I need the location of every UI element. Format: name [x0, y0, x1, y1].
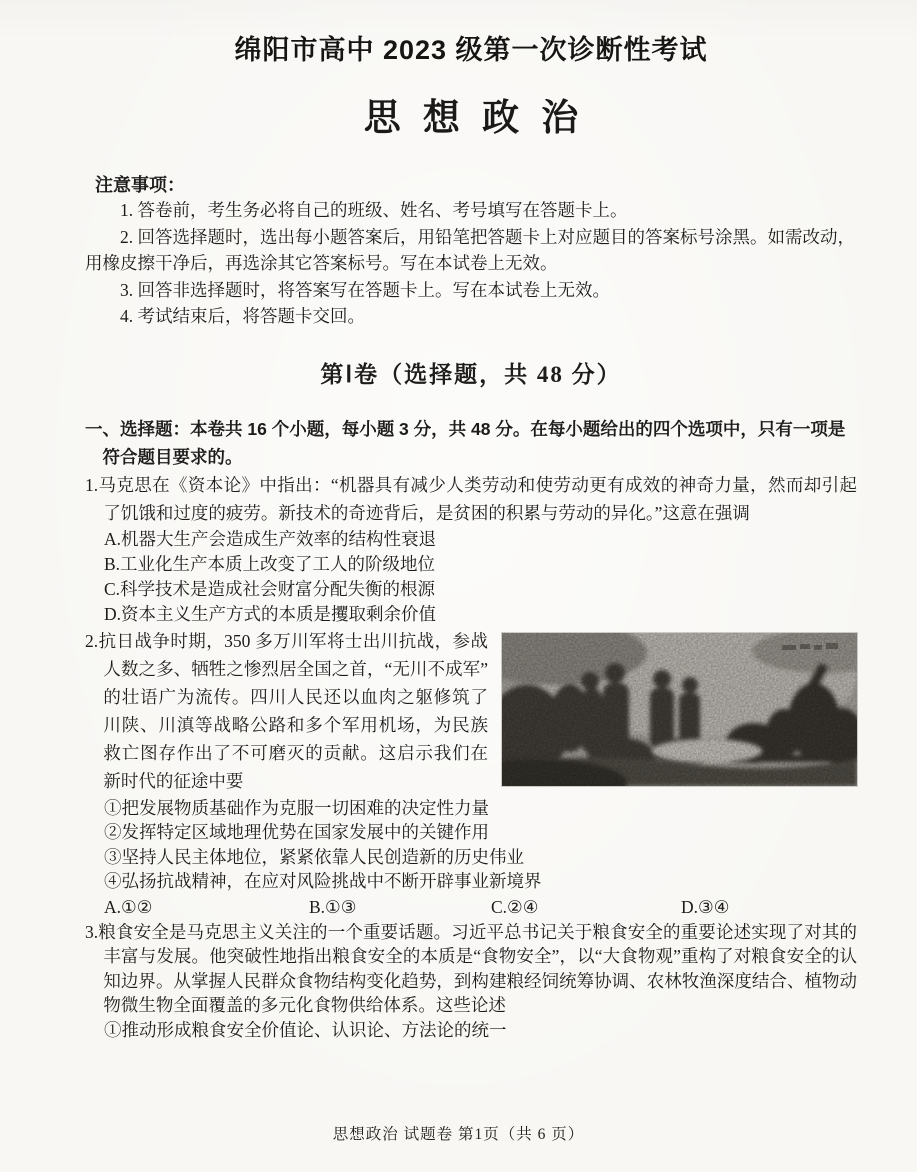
question-2-statements — [85, 796, 857, 894]
statement-2: ②发挥特定区域地理优势在国家发展中的关键作用 — [104, 822, 489, 842]
page-footer: 思想政治 试题卷 第1页（共 6 页） — [332, 1126, 585, 1143]
notice-item-1: 1. 答卷前，考生务必将自己的班级、姓名、考号填写在答题卡上。 — [120, 200, 628, 220]
subject-title: 思想政治 — [363, 98, 601, 139]
question-1-options — [85, 527, 857, 627]
notice-item-2: 2. 回答选择题时，选出每小题答案后，用铅笔把答题卡上对应题目的答案标号涂黑。如需改动，用橡皮擦干净后，再选涂其它答案标号。写在本试卷上无效。 — [85, 226, 855, 273]
question-3 — [85, 920, 857, 1043]
option-b: B.工业化生产本质上改变了工人的阶级地位 — [104, 553, 436, 574]
question-2-choices — [104, 895, 857, 920]
question-1 — [85, 471, 857, 627]
choice-a: A.①② — [104, 896, 153, 917]
notice-item-4: 4. 考试结束后，将答题卡交回。 — [120, 306, 365, 326]
notice-heading: 注意事项： — [95, 175, 185, 195]
statement-4: ④弘扬抗战精神，在应对风险挑战中不断开辟事业新境界 — [104, 871, 542, 891]
option-c: C.科学技术是造成社会财富分配失衡的根源 — [104, 578, 436, 599]
choice-c: C.②④ — [491, 896, 539, 917]
question-1-stem: 1.马克思在《资本论》中指出：“机器具有减少人类劳动和使劳动更有成效的神奇力量，然而却引起了饥饿和过度的疲劳。新技术的奇迹背后，是贫困的积累与劳动的异化。”这意在强调 — [85, 474, 857, 523]
question-3-stem: 3.粮食安全是马克思主义关注的一个重要话题。习近平总书记关于粮食安全的重要论述实现了对其的丰富与发展。他突破性地指出粮食安全的本质是“食物安全”，以“大食物观”重构了对粮食安全的认知边界。从掌握人民群众食物结构变化趋势，到构建粮经饲统筹协调、农林牧渔深度结合、植物动物微生物全面覆盖的多元化食物供给体系。这些论述 — [85, 921, 857, 1015]
exam-title: 绵阳市高中 2023 级第一次诊断性考试 — [234, 35, 708, 65]
war-history-photo — [502, 633, 857, 786]
choice-b: B.①③ — [309, 896, 357, 917]
question-2-stem: 2.抗日战争时期，350 多万川军将士出川抗战，参战人数之多、牺牲之惨烈居全国之首，“无川不成军”的壮语广为流传。四川人民还以血肉之躯修筑了川陕、川滇等战略公路和多个军用机场，为民族救亡图存作出了不可磨灭的贡献。这启示我们在新时代的征途中要 — [85, 630, 488, 791]
notice-item-3: 3. 回答非选择题时，将答案写在答题卡上。写在本试卷上无效。 — [120, 279, 610, 300]
question-2 — [85, 627, 857, 920]
section-instruction: 一、选择题：本卷共 16 个小题，每小题 3 分，共 48 分。在每小题给出的四个选项中，只有一项是符合题目要求的。 — [85, 418, 846, 467]
option-d: D.资本主义生产方式的本质是攫取剩余价值 — [104, 603, 437, 624]
part1-title: 第Ⅰ卷（选择题，共 48 分） — [320, 361, 622, 387]
choice-d: D.③④ — [681, 896, 730, 917]
notice-section — [85, 171, 857, 330]
statement-1: ①推动形成粮食安全价值论、认识论、方法论的统一 — [104, 1019, 507, 1040]
statement-3: ③坚持人民主体地位，紧紧依靠人民创造新的历史伟业 — [104, 846, 524, 867]
statement-1: ①把发展物质基础作为克服一切困难的决定性力量 — [104, 797, 489, 818]
option-a: A.机器大生产会造成生产效率的结构性衰退 — [104, 528, 437, 549]
